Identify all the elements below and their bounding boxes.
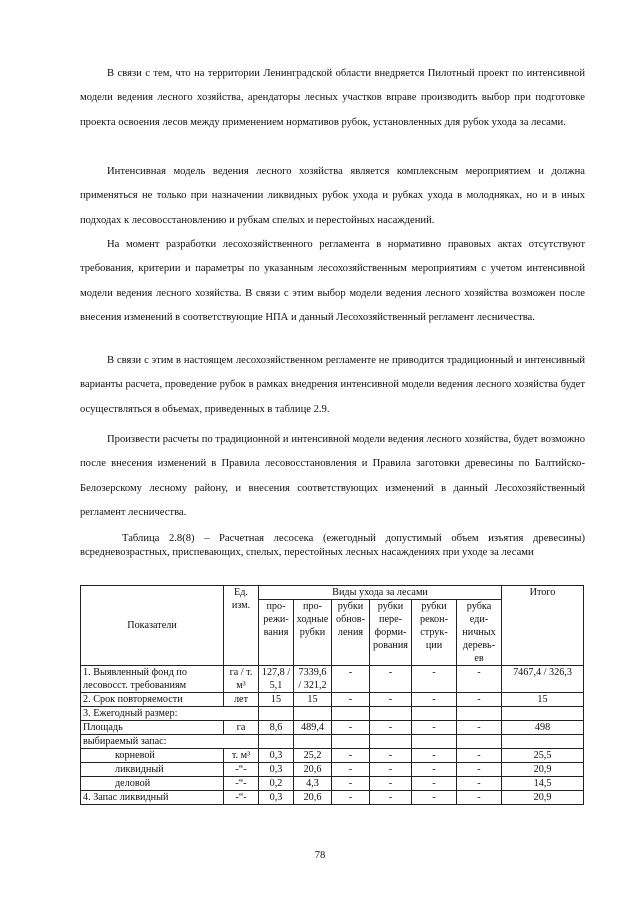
row-value: - <box>457 749 502 763</box>
empty-cell <box>502 735 584 749</box>
row-value: - <box>332 721 370 735</box>
row-value: - <box>370 763 412 777</box>
row-value: - <box>370 693 412 707</box>
row-value: - <box>457 693 502 707</box>
header-group: Виды ухода за лесами <box>259 586 502 600</box>
empty-cell <box>370 707 412 721</box>
table-caption: Таблица 2.8(8) – Расчетная лесосека (ежегодный допустимый объем изъятия древесины) всредневозрастных, приспевающих, спелых, перестойных лесных насаждениях при уходе за лесами <box>80 533 585 558</box>
row-value: - <box>412 791 457 805</box>
row-value: 20,6 <box>294 791 332 805</box>
row-label: Площадь <box>81 721 224 735</box>
table-header-row-1 <box>81 586 584 600</box>
row-value: 4,3 <box>294 777 332 791</box>
empty-cell <box>332 735 370 749</box>
empty-cell <box>412 735 457 749</box>
header-col: про-режи-вания <box>259 600 294 666</box>
row-value: - <box>457 721 502 735</box>
empty-cell <box>294 735 332 749</box>
row-value: 25,2 <box>294 749 332 763</box>
row-value: - <box>412 693 457 707</box>
table-row <box>81 735 584 749</box>
row-value: - <box>370 791 412 805</box>
row-total: 20,9 <box>502 763 584 777</box>
row-label: корневой <box>81 749 224 763</box>
table-row <box>81 763 584 777</box>
row-value: 8,6 <box>259 721 294 735</box>
header-total: Итого <box>502 586 584 666</box>
row-label: выбираемый запас: <box>81 735 259 749</box>
row-label: 3. Ежегодный размер: <box>81 707 259 721</box>
empty-cell <box>259 707 294 721</box>
row-value: - <box>412 721 457 735</box>
row-total: 20,9 <box>502 791 584 805</box>
row-label: 4. Запас ликвидный <box>81 791 224 805</box>
row-value: - <box>457 666 502 693</box>
row-value: - <box>332 666 370 693</box>
empty-cell <box>502 707 584 721</box>
row-total: 25,5 <box>502 749 584 763</box>
empty-cell <box>294 707 332 721</box>
header-col: рубки рекон-струк-ции <box>412 600 457 666</box>
table-row <box>81 666 584 693</box>
row-value: 489,4 <box>294 721 332 735</box>
paragraph-1: В связи с тем, что на территории Ленинградской области внедряется Пилотный проект по интенсивной модели ведения лесного хозяйства, арендаторы лесных участков вправе производить выбор при подготовке проекта освоения лесов между применением нормативов рубок, установленных для рубок ухода за лесами. <box>80 68 585 128</box>
row-value: - <box>370 777 412 791</box>
row-value: - <box>457 763 502 777</box>
row-total: 14,5 <box>502 777 584 791</box>
row-unit: лет <box>224 693 259 707</box>
row-value: - <box>412 749 457 763</box>
row-value: - <box>412 666 457 693</box>
row-total: 7467,4 / 326,3 <box>502 666 584 693</box>
row-value: - <box>457 777 502 791</box>
table-row <box>81 791 584 805</box>
paragraph-5: Произвести расчеты по традиционной и интенсивной модели ведения лесного хозяйства, будет возможно после внесения изменений в Правила лесовосстановления и Правила заготовки древесины по Балтийско-Белозерскому лесному району, и внесения соответствующих изменений в данный Лесохозяйственный регламент лесничества. <box>80 434 585 519</box>
row-unit: -“- <box>224 791 259 805</box>
header-col: рубки обнов-ления <box>332 600 370 666</box>
empty-cell <box>370 735 412 749</box>
row-label: 2. Срок повторяемости <box>81 693 224 707</box>
row-label: 1. Выявленный фонд по лесовосст. требованиям <box>81 666 224 693</box>
empty-cell <box>332 707 370 721</box>
row-value: - <box>457 791 502 805</box>
row-unit: -“- <box>224 777 259 791</box>
empty-cell <box>412 707 457 721</box>
row-value: - <box>370 721 412 735</box>
empty-cell <box>457 707 502 721</box>
table-row <box>81 777 584 791</box>
header-col: про-ходные рубки <box>294 600 332 666</box>
empty-cell <box>457 735 502 749</box>
paragraph-2: Интенсивная модель ведения лесного хозяйства является комплексным мероприятием и должна применяться не только при назначении ликвидных рубок ухода и рубках ухода в молодняках, но и в иных подходах к лесовосстановлению и рубкам спелых и перестойных насаждений. <box>80 166 585 226</box>
row-value: 0,3 <box>259 749 294 763</box>
row-value: - <box>370 666 412 693</box>
row-label: ликвидный <box>81 763 224 777</box>
row-value: - <box>412 777 457 791</box>
paragraph-3: На момент разработки лесохозяйственного регламента в нормативно правовых актах отсутствуют требования, критерии и параметры по указанным лесохозяйственным мероприятиям с учетом интенсивной модели ведения лесного хозяйства. В связи с этим выбор модели ведения лесного хозяйства возможен после внесения изменений в соответствующие НПА и данный Лесохозяйственный регламент лесничества. <box>80 239 585 324</box>
row-value: 7339,6 / 321,2 <box>294 666 332 693</box>
row-unit: т. м³ <box>224 749 259 763</box>
table-row <box>81 721 584 735</box>
felling-table <box>80 585 584 805</box>
header-col: рубки пере-форми-рования <box>370 600 412 666</box>
row-value: - <box>332 693 370 707</box>
row-value: - <box>332 791 370 805</box>
page-number: 78 <box>314 850 326 861</box>
header-unit: Ед. изм. <box>224 586 259 666</box>
table-row <box>81 749 584 763</box>
row-value: 127,8 / 5,1 <box>259 666 294 693</box>
row-value: - <box>332 749 370 763</box>
paragraph-4: В связи с этим в настоящем лесохозяйственном регламенте не приводится традиционный и интенсивный варианты расчета, проведение рубок в рамках внедрения интенсивной модели ведения лесного хозяйства будет осуществляться в объемах, приведенных в таблице 2.9. <box>80 355 585 415</box>
row-value: - <box>370 749 412 763</box>
row-total: 15 <box>502 693 584 707</box>
row-value: 20,6 <box>294 763 332 777</box>
table-row <box>81 693 584 707</box>
table-row <box>81 707 584 721</box>
row-total: 498 <box>502 721 584 735</box>
row-unit: -“- <box>224 763 259 777</box>
row-unit: га / т. м³ <box>224 666 259 693</box>
row-value: 0,2 <box>259 777 294 791</box>
row-value: - <box>412 763 457 777</box>
row-value: 0,3 <box>259 763 294 777</box>
row-label: деловой <box>81 777 224 791</box>
row-value: 15 <box>294 693 332 707</box>
row-unit: га <box>224 721 259 735</box>
row-value: - <box>332 763 370 777</box>
header-indicator: Показатели <box>81 586 224 666</box>
row-value: 0,3 <box>259 791 294 805</box>
empty-cell <box>259 735 294 749</box>
row-value: 15 <box>259 693 294 707</box>
row-value: - <box>332 777 370 791</box>
header-col: рубка еди-ничных деревь-ев <box>457 600 502 666</box>
